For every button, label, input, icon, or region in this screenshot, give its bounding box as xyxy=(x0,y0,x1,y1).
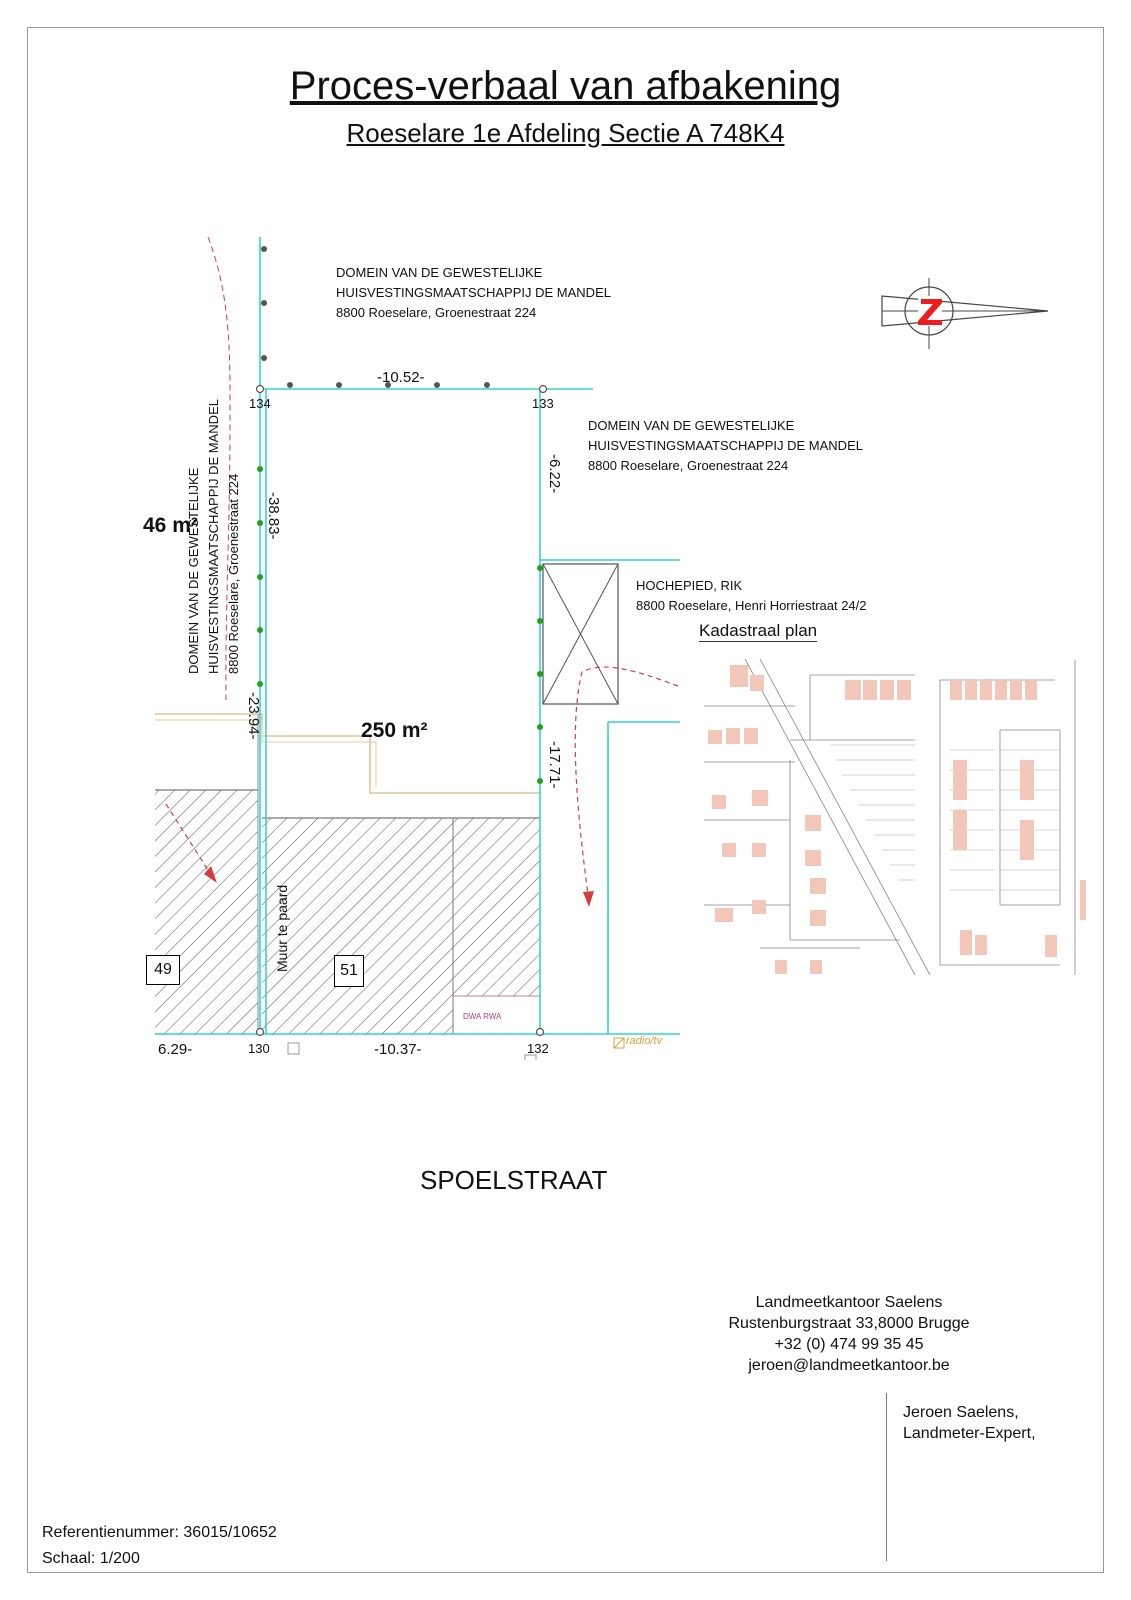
measure-top: -10.52- xyxy=(377,369,425,386)
measure-far-left: 6.29- xyxy=(158,1041,193,1058)
office-name: Landmeetkantoor Saelens xyxy=(755,1294,943,1311)
north-arrow-icon xyxy=(882,278,1048,349)
measure-left-lower: -23.94- xyxy=(245,692,262,740)
house-number-left-clip xyxy=(152,955,182,987)
page-title: Proces-verbaal van afbakening xyxy=(289,64,842,108)
measure-right-lower: -17.71- xyxy=(546,741,563,789)
neighbour-right: DOMEIN VAN DE GEWESTELIJKE HUISVESTINGSMAATSCHAPPIJ DE MANDEL 8800 Roeselare, Groenestraat 224 xyxy=(588,418,863,473)
dwa-rwa-label: DWA RWA xyxy=(463,1012,502,1021)
hatched-building-left xyxy=(150,790,258,1035)
signature-divider xyxy=(886,1393,887,1561)
radio-tv-label: radio/tv xyxy=(626,1035,663,1047)
signer-name: Jeroen Saelens, xyxy=(903,1404,1019,1421)
office-email: jeroen@landmeetkantoor.be xyxy=(748,1357,950,1374)
point-132: 132 xyxy=(527,1041,549,1056)
area-partial: 46 m² xyxy=(143,514,198,537)
area-main: 250 m² xyxy=(361,719,428,742)
office-address: Rustenburgstraat 33,8000 Brugge xyxy=(728,1315,970,1332)
office-phone: +32 (0) 474 99 35 45 xyxy=(774,1336,924,1353)
signer-block xyxy=(903,1402,1036,1444)
area-partial-clip xyxy=(143,514,215,544)
house-number-centre: 51 xyxy=(334,955,364,987)
footer-block xyxy=(42,1520,277,1572)
reference-number: Referentienummer: 36015/10652 xyxy=(42,1524,277,1541)
kadastraal-plan-map xyxy=(704,659,1088,979)
point-134: 134 xyxy=(249,396,271,411)
neighbour-left: DOMEIN VAN DE GEWESTELIJKE HUISVESTINGSMAATSCHAPPIJ DE MANDEL 8800 Roeselare, Groenestraat 224 xyxy=(186,399,241,674)
street-name: SPOELSTRAAT xyxy=(420,1165,608,1195)
measure-bottom: -10.37- xyxy=(374,1041,422,1058)
scale-label: Schaal: 1/200 xyxy=(42,1550,140,1567)
neighbour-top: DOMEIN VAN DE GEWESTELIJKE HUISVESTINGSMAATSCHAPPIJ DE MANDEL 8800 Roeselare, Groenestraat 224 xyxy=(336,265,611,320)
house-number-left: 49 xyxy=(146,955,180,985)
kadastraal-plan-title: Kadastraal plan xyxy=(699,621,818,640)
wall-label: Muur te paard xyxy=(274,884,290,972)
point-133: 133 xyxy=(532,396,554,411)
signer-title: Landmeter-Expert, xyxy=(903,1425,1036,1442)
page-subtitle: Roeselare 1e Afdeling Sectie A 748K4 xyxy=(346,118,785,148)
point-130: 130 xyxy=(248,1041,270,1056)
measure-right-upper: -6.22- xyxy=(546,454,563,494)
measure-left-upper: -38.83- xyxy=(265,492,282,540)
neighbour-hochepied: HOCHEPIED, RIK 8800 Roeselare, Henri Horriestraat 24/2 xyxy=(636,578,867,613)
office-block xyxy=(715,1292,983,1376)
